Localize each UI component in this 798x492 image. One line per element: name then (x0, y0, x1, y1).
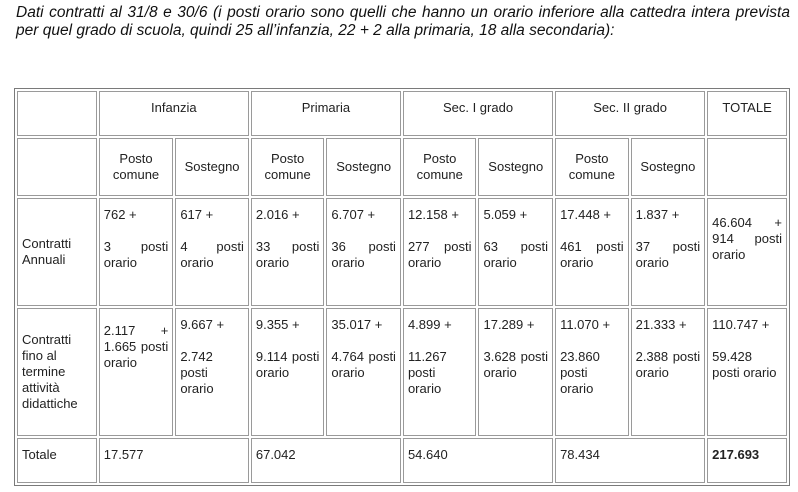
cell-posti-orario: 33 posti orario (255, 239, 320, 271)
cell-posti-orario: 59.428 posti orario (712, 348, 777, 380)
cell-posti-orario: 3 posti orario (103, 239, 169, 271)
row-contratti-termine (17, 308, 787, 436)
header-sec-1: Sec. I grado (403, 91, 553, 136)
cell-value: 762 + (103, 207, 137, 223)
cell-value: 2.117 + 1.665 posti orario (103, 322, 169, 370)
total-sec-1: 54.640 (403, 438, 553, 483)
cell-annuali-sec2-posto-comune (555, 198, 629, 305)
cell-termine-primaria-posto-comune (251, 308, 325, 436)
cell-termine-sec1-posto-comune (403, 308, 477, 436)
cell-termine-sec2-posto-comune (555, 308, 629, 436)
cell-posti-orario: 4 posti orario (180, 239, 244, 271)
cell-annuali-primaria-sostegno (326, 198, 401, 305)
header-sec-2: Sec. II grado (555, 91, 705, 136)
subheader-posto-comune: Posto comune (555, 138, 629, 196)
cell-value: 17.448 + (560, 207, 612, 223)
cell-value: 46.604 + 914 posti orario (712, 215, 782, 263)
cell-termine-sec2-sostegno (631, 308, 706, 436)
cell-annuali-sec1-posto-comune (403, 198, 477, 305)
cell-posti-orario: 23.860 posti orario (560, 348, 600, 396)
cell-termine-totale (707, 308, 787, 436)
cell-posti-orario: 37 posti orario (635, 239, 701, 271)
cell-value: 12.158 + (407, 207, 459, 223)
cell-posti-orario: 277 posti orario (407, 239, 472, 271)
contracts-table (14, 88, 790, 486)
total-primaria: 67.042 (251, 438, 401, 483)
subheader-empty-cell (17, 138, 97, 196)
cell-posti-orario: 2.388 posti orario (635, 348, 701, 380)
corner-cell (17, 91, 97, 136)
subheader-sostegno: Sostegno (326, 138, 401, 196)
cell-value: 2.016 + (255, 207, 300, 223)
cell-value: 617 + (180, 207, 214, 223)
cell-value: 110.747 + (712, 316, 770, 332)
total-sec-2: 78.434 (555, 438, 705, 483)
row-label-annuali: Contratti Annuali (17, 198, 97, 305)
header-primaria: Primaria (251, 91, 401, 136)
header-infanzia: Infanzia (99, 91, 249, 136)
cell-posti-orario: 9.114 posti orario (255, 348, 320, 380)
cell-posti-orario: 3.628 posti orario (483, 348, 549, 380)
cell-termine-infanzia-posto-comune (99, 308, 174, 436)
cell-value: 35.017 + (331, 316, 383, 332)
cell-value: 17.289 + (483, 316, 535, 332)
cell-posti-orario: 36 posti orario (331, 239, 396, 271)
subheader-posto-comune: Posto comune (251, 138, 325, 196)
subheader-sostegno: Sostegno (631, 138, 706, 196)
cell-annuali-totale (707, 198, 787, 305)
subheader-totale-empty-cell (707, 138, 787, 196)
cell-value: 9.355 + (255, 316, 300, 332)
cell-termine-infanzia-sostegno (175, 308, 249, 436)
cell-posti-orario: 461 posti orario (560, 239, 624, 271)
row-label-totale: Totale (17, 438, 97, 483)
total-infanzia: 17.577 (99, 438, 249, 483)
total-grand: 217.693 (707, 438, 787, 483)
cell-termine-sec1-sostegno (478, 308, 553, 436)
header-row (17, 91, 787, 136)
cell-annuali-primaria-posto-comune (251, 198, 325, 305)
cell-annuali-infanzia-posto-comune (99, 198, 174, 305)
cell-annuali-infanzia-sostegno (175, 198, 249, 305)
cell-posti-orario: 63 posti orario (483, 239, 549, 271)
row-totale (17, 438, 787, 483)
cell-value: 1.837 + (635, 207, 680, 223)
subheader-sostegno: Sostegno (478, 138, 553, 196)
subheader-posto-comune: Posto comune (403, 138, 477, 196)
header-totale: TOTALE (707, 91, 787, 136)
subheader-sostegno: Sostegno (175, 138, 249, 196)
cell-posti-orario: 2.742 posti orario (180, 348, 214, 396)
cell-termine-primaria-sostegno (326, 308, 401, 436)
subheader-row (17, 138, 787, 196)
cell-posti-orario: 11.267 posti orario (407, 348, 447, 396)
subheader-posto-comune: Posto comune (99, 138, 174, 196)
row-label-termine: Contratti fino al termine attività didattiche (17, 308, 97, 436)
cell-annuali-sec1-sostegno (478, 198, 553, 305)
cell-annuali-sec2-sostegno (631, 198, 706, 305)
cell-value: 21.333 + (635, 316, 687, 332)
intro-paragraph: Dati contratti al 31/8 e 30/6 (i posti orario sono quelli che hanno un orario inferiore alla cattedra intera prevista per quel grado di scuola, quindi 25 all’infanzia, 22 + 2 alla primaria, 18 alla secondaria): (16, 4, 790, 39)
cell-posti-orario: 4.764 posti orario (331, 348, 396, 380)
cell-value: 6.707 + (331, 207, 376, 223)
cell-value: 4.899 + (407, 316, 452, 332)
cell-value: 11.070 + (560, 316, 611, 332)
cell-value: 9.667 + (180, 316, 225, 332)
row-contratti-annuali (17, 198, 787, 305)
cell-value: 5.059 + (483, 207, 528, 223)
